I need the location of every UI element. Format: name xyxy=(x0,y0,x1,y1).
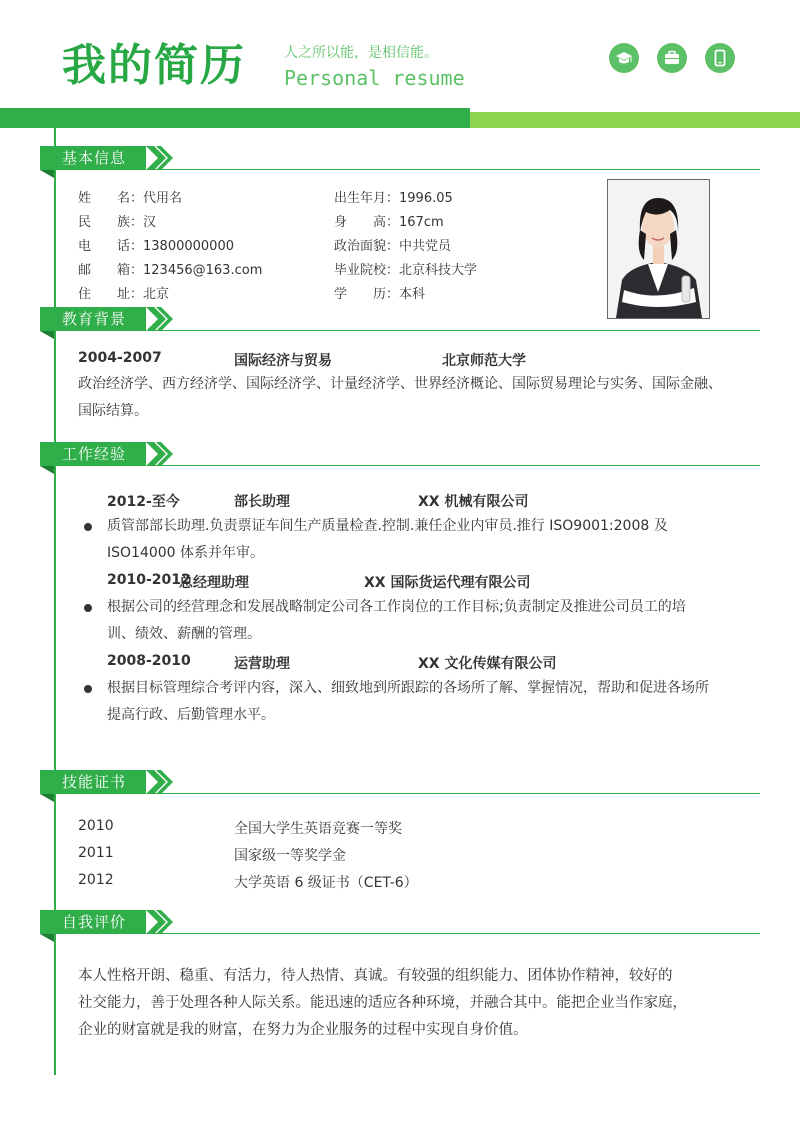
section-divider xyxy=(150,169,760,170)
info-name: 姓 名：代用名 xyxy=(78,191,183,206)
skill-year: 2010 xyxy=(78,818,114,834)
section-self-eval: 自我评价 xyxy=(40,910,146,934)
skill-year: 2011 xyxy=(78,845,114,861)
edu-period: 2004-2007 xyxy=(78,350,162,366)
info-email: 邮 箱：123456@163.com xyxy=(78,263,263,278)
job-period: 2008-2010 xyxy=(107,653,191,669)
info-school: 毕业院校：北京科技大学 xyxy=(334,263,478,278)
section-divider xyxy=(150,465,760,466)
edu-courses: 政治经济学、西方经济学、国际经济学、计量经济学、世界经济概论、国际贸易理论与实务、国际金融、 国际结算。 xyxy=(78,376,722,419)
header-band xyxy=(0,108,470,128)
bullet xyxy=(84,604,92,612)
edu-major: 国际经济与贸易 xyxy=(234,353,332,369)
edu-school: 北京师范大学 xyxy=(442,353,526,369)
job-description: 根据公司的经营理念和发展战略制定公司各工作岗位的工作目标;负责制定及推进公司员工的培 训、绩效、薪酬的管理。 xyxy=(107,599,686,642)
section-fold xyxy=(40,331,54,339)
job-title: 部长助理 xyxy=(234,494,290,510)
info-address: 住 址：北京 xyxy=(78,287,170,302)
skill-year: 2012 xyxy=(78,872,114,888)
section-stripes xyxy=(146,770,186,794)
phone-icon xyxy=(705,43,735,73)
self-evaluation: 本人性格开朗、稳重、有活力，待人热情、真诚。有较强的组织能力、团体协作精神，较好的 社交能力，善于处理各种人际关系。能迅速的适应各种环境，并融合其中。能把企业当作家庭， 企业的财富就是我的财富，在努力为企业服务的过程中实现自身价值。 xyxy=(78,968,687,1038)
section-stripes xyxy=(146,146,186,170)
info-ethnicity: 民 族：汉 xyxy=(78,215,157,230)
skill-name: 大学英语 6 级证书（CET-6） xyxy=(234,875,418,891)
skill-name: 全国大学生英语竞赛一等奖 xyxy=(234,821,402,837)
section-stripes xyxy=(146,442,186,466)
page-title: 我的简历 xyxy=(62,40,246,91)
section-education: 教育背景 xyxy=(40,307,146,331)
job-period: 2012-至今 xyxy=(107,494,180,510)
job-company: XX 机械有限公司 xyxy=(418,494,529,510)
section-fold xyxy=(40,794,54,802)
section-fold xyxy=(40,170,54,178)
info-degree: 学 历：本科 xyxy=(334,287,426,302)
job-title: 总经理助理 xyxy=(179,575,249,591)
header-band-light xyxy=(470,112,800,128)
bullet xyxy=(84,523,92,531)
job-description: 根据目标管理综合考评内容，深入、细致地到所跟踪的各场所了解、掌握情况，帮助和促进各场所 提高行政、后勤管理水平。 xyxy=(107,680,709,723)
info-birth: 出生年月：1996.05 xyxy=(334,191,453,206)
job-company: XX 国际货运代理有限公司 xyxy=(364,575,531,591)
subtitle: Personal resume xyxy=(284,66,465,90)
briefcase-icon xyxy=(657,43,687,73)
job-description: 质管部部长助理.负责票证车间生产质量检查.控制.兼任企业内审员.推行 ISO9001:2008 及 ISO14000 体系并年审。 xyxy=(107,518,668,561)
skill-name: 国家级一等奖学金 xyxy=(234,848,346,864)
section-stripes xyxy=(146,307,186,331)
info-phone: 电 话：13800000000 xyxy=(78,239,234,254)
info-height: 身 高：167cm xyxy=(334,215,444,230)
job-company: XX 文化传媒有限公司 xyxy=(418,656,557,672)
section-stripes xyxy=(146,910,186,934)
section-fold xyxy=(40,934,54,942)
bullet xyxy=(84,685,92,693)
slogan: 人之所以能，是相信能。 xyxy=(284,45,438,61)
section-work: 工作经验 xyxy=(40,442,146,466)
section-skills: 技能证书 xyxy=(40,770,146,794)
avatar xyxy=(607,179,710,319)
info-political: 政治面貌：中共党员 xyxy=(334,239,452,254)
section-divider xyxy=(150,793,760,794)
section-divider xyxy=(150,330,760,331)
section-basic-info: 基本信息 xyxy=(40,146,146,170)
job-title: 运营助理 xyxy=(234,656,290,672)
section-divider xyxy=(150,933,760,934)
job-period: 2010-2012 xyxy=(107,572,191,588)
graduation-cap-icon xyxy=(609,43,639,73)
section-fold xyxy=(40,466,54,474)
